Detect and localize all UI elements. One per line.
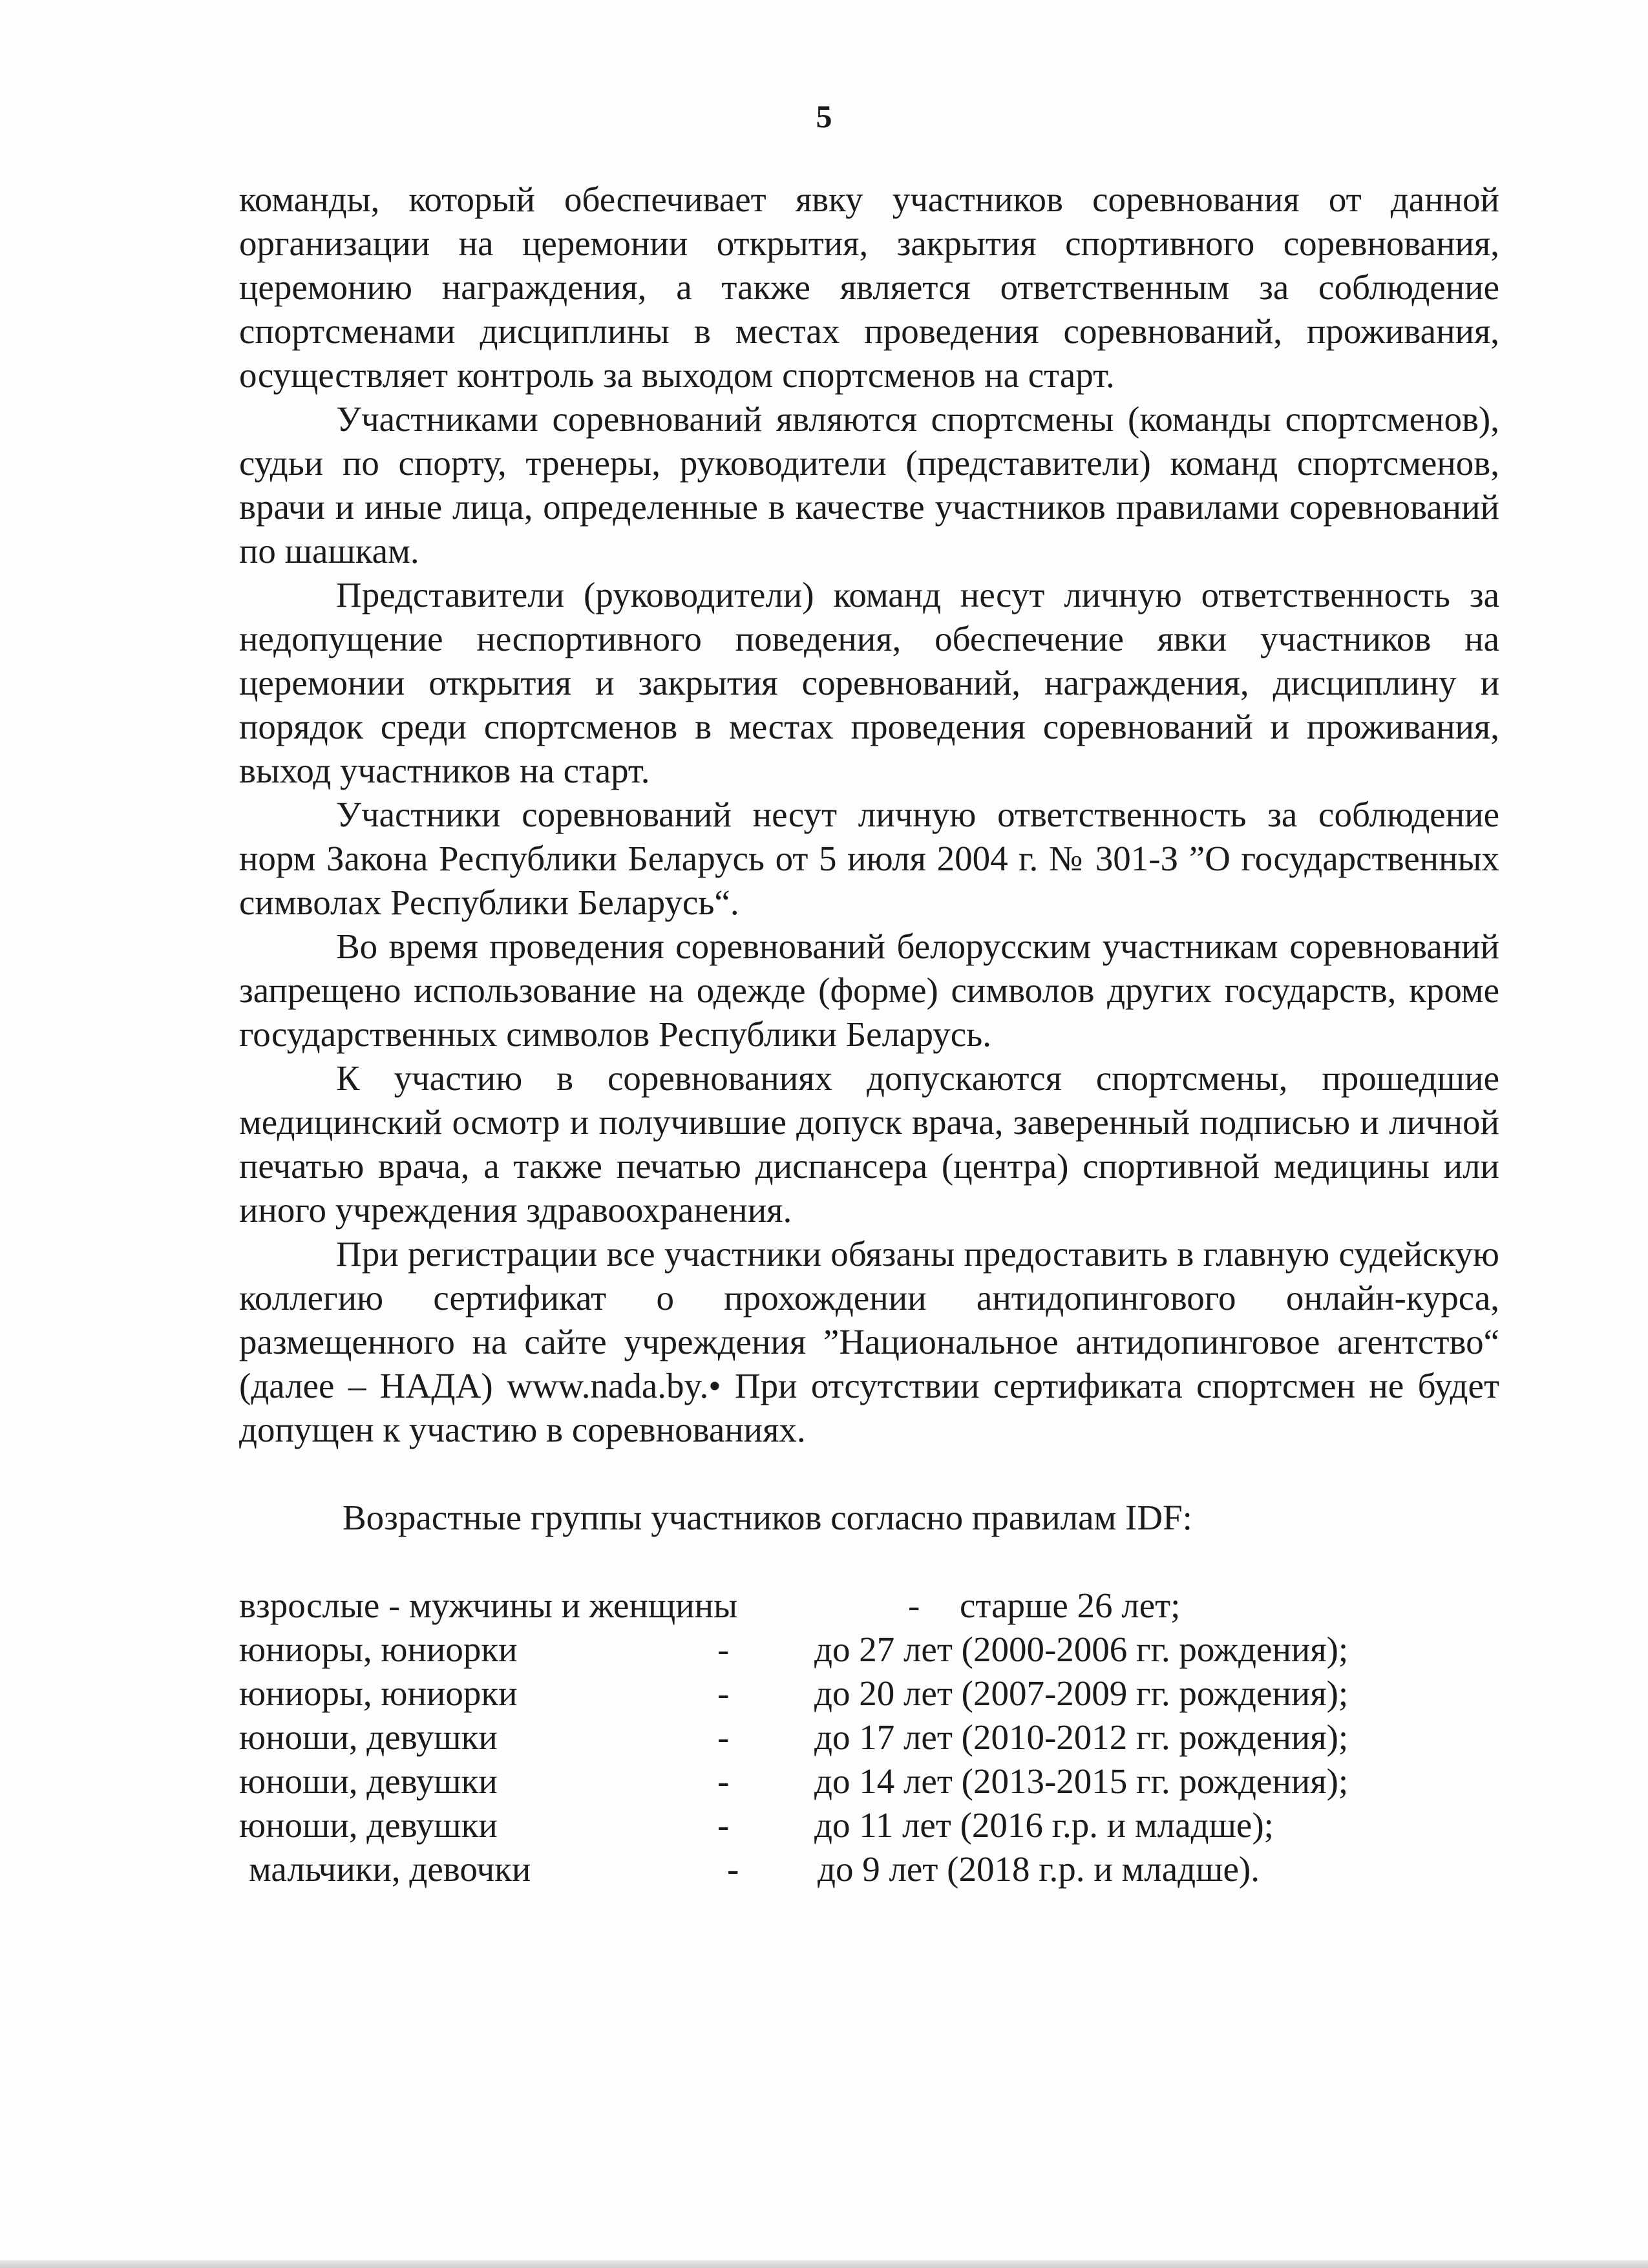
scan-edge [0,2260,1648,2268]
age-group-row [239,1716,1499,1759]
age-group-range: до 11 лет (2016 г.р. и младше); [814,1805,1274,1845]
age-group-name: юниоры, юниорки [239,1630,518,1669]
paragraph-6: К участию в соревнованиях допускаются спортсмены, прошедшие медицинский осмотр и получившие допуск врача, заверенный подписью и личной печатью врача, а также печатью диспансера (центра) спортивной медицины или иного учреждения здравоохранения. [239,1058,1499,1230]
paragraph-2: Участниками соревнований являются спортсмены (команды спортсменов), судьи по спорту, тренеры, руководители (представители) команд спортсменов, врачи и иные лица, определенные в качестве участников правилами соревнований по шашкам. [239,399,1499,571]
age-group-range: до 14 лет (2013-2015 гг. рождения); [814,1761,1349,1801]
age-group-separator: - [717,1717,730,1757]
age-group-name: юниоры, юниорки [239,1674,518,1713]
age-group-range: старше 26 лет; [960,1586,1181,1625]
paragraph-4: Участники соревнований несут личную ответственность за соблюдение норм Закона Республики Беларусь от 5 июля 2004 г. № 301-З ”О государственных символах Республики Беларусь“. [239,795,1499,922]
paragraph-1: команды, который обеспечивает явку участников соревнования от данной организации на церемонии открытия, закрытия спортивного соревнования, церемонию награждения, а также является ответственным за соблюдение спортсменами дисциплины в местах проведения соревнований, проживания, осуществляет контроль за выходом спортсменов на старт. [239,180,1499,395]
age-group-range: до 27 лет (2000-2006 гг. рождения); [814,1630,1349,1669]
paragraph-3: Представители (руководители) команд несут личную ответственность за недопущение неспортивного поведения, обеспечение явки участников на церемонии открытия и закрытия соревнований, награждения, дисциплину и порядок среди спортсменов в местах проведения соревнований и проживания, выход участников на старт. [239,575,1499,790]
age-groups-list [239,1584,1499,1891]
age-group-row [239,1803,1499,1847]
age-group-name: юноши, девушки [239,1805,498,1845]
age-group-separator: - [717,1761,730,1801]
age-group-name: взрослые - мужчины и женщины [239,1586,738,1625]
age-group-separator: - [727,1849,739,1889]
age-group-separator: - [717,1674,730,1713]
age-group-range: до 9 лет (2018 г.р. и младше). [818,1849,1260,1889]
age-group-row [239,1672,1499,1716]
age-group-name: юноши, девушки [239,1717,498,1757]
age-group-row [239,1847,1499,1891]
age-group-row [239,1759,1499,1803]
age-group-separator: - [717,1805,730,1845]
age-group-range: до 17 лет (2010-2012 гг. рождения); [814,1717,1349,1757]
document-body [239,178,1499,1891]
paragraph-7: При регистрации все участники обязаны предоставить в главную судейскую коллегию сертификат о прохождении антидопингового онлайн-курса, размещенного на сайте учреждения ”Национальное антидопинговое агентство“ (далее – НАДА) www.nada.by.• При отсутствии сертификата спортсмен не будет допущен к участию в соревнованиях. [239,1234,1499,1449]
age-group-range: до 20 лет (2007-2009 гг. рождения); [814,1674,1349,1713]
age-group-separator: - [908,1586,920,1625]
age-group-name: мальчики, девочки [249,1849,531,1889]
paragraph-5: Во время проведения соревнований белорусским участникам соревнований запрещено использование на одежде (форме) символов других государств, кроме государственных символов Республики Беларусь. [239,927,1499,1054]
age-group-separator: - [717,1630,730,1669]
page-number: 5 [816,98,832,134]
age-groups-heading: Возрастные группы участников согласно правилам IDF: [343,1498,1192,1537]
age-group-row [239,1584,1499,1628]
age-group-name: юноши, девушки [239,1761,498,1801]
age-group-row [239,1628,1499,1672]
